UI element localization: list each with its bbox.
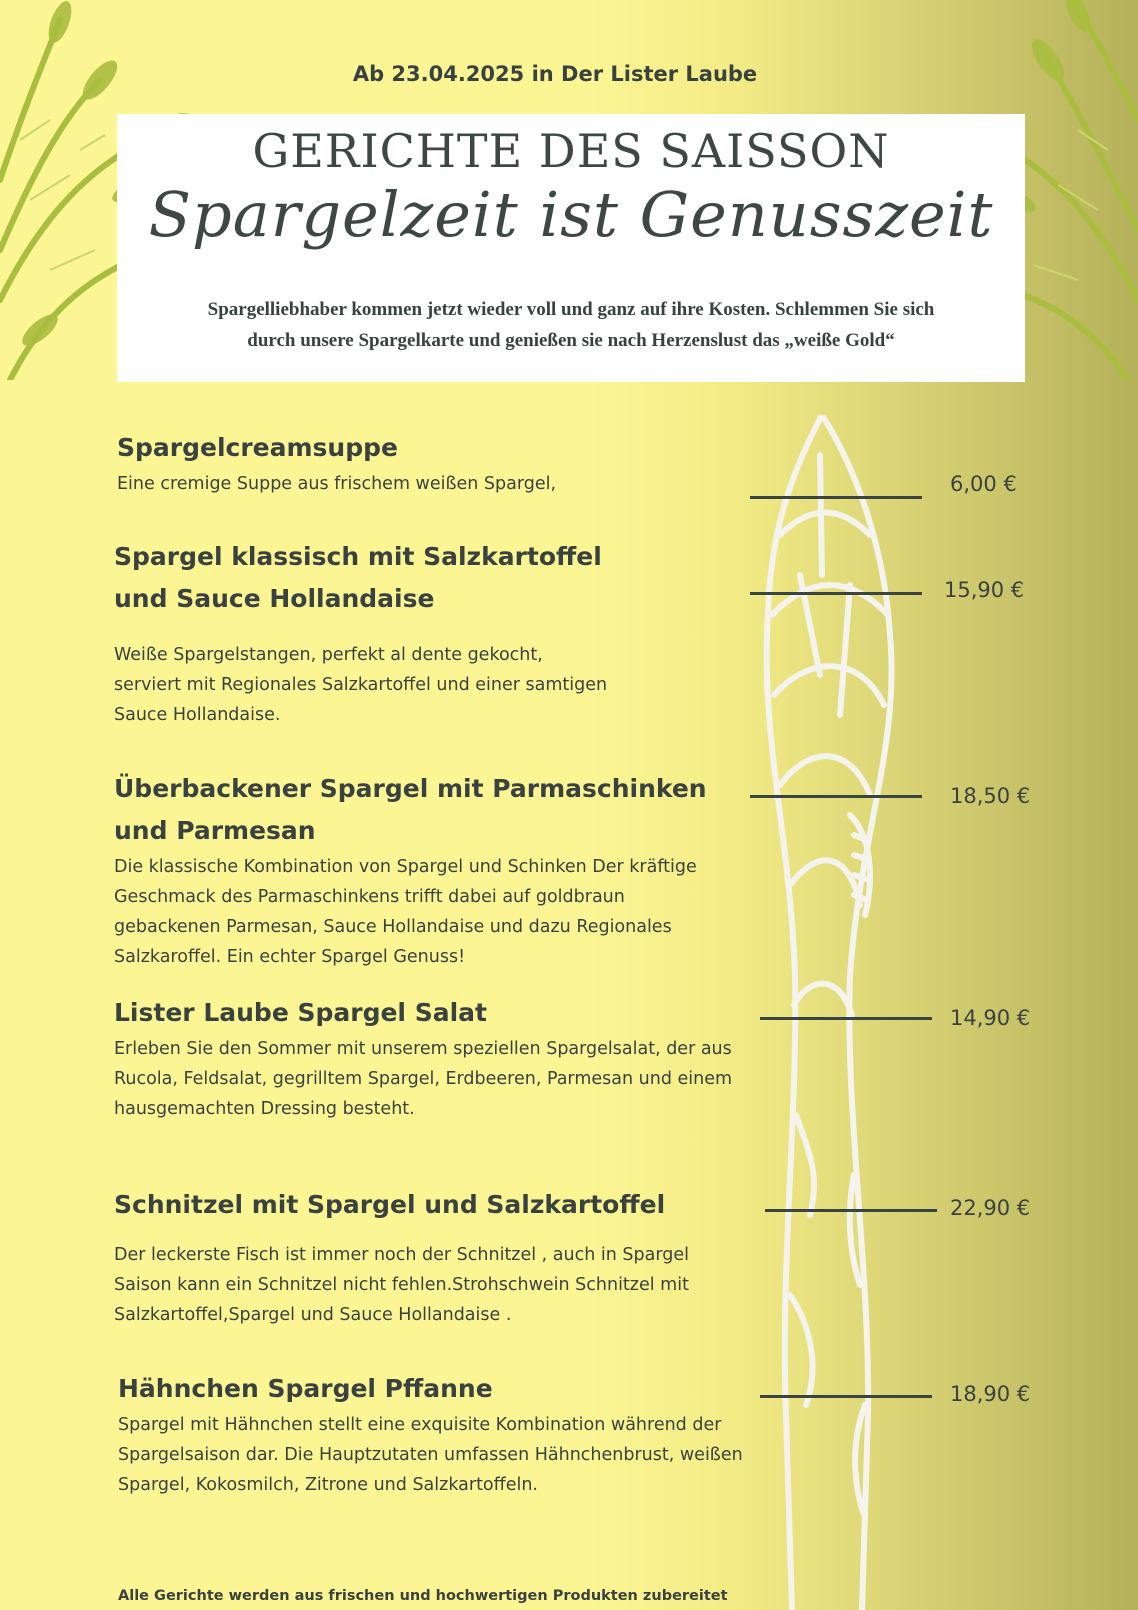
dish-price: 18,90 € xyxy=(950,1382,1031,1406)
page-title: GERICHTE DES SAISSON xyxy=(252,124,890,178)
dish-description: Spargel mit Hähnchen stellt eine exquisite Kombination während der xyxy=(118,1415,722,1435)
intro-line: durch unsere Spargelkarte und genießen sie nach Herzenslust das „weiße Gold“ xyxy=(247,330,895,351)
dish-name: Spargel klassisch mit Salzkartoffel xyxy=(114,542,602,571)
dish-name: und Parmesan xyxy=(114,816,316,845)
dish-price: 22,90 € xyxy=(950,1196,1031,1220)
dish-name: Hähnchen Spargel Pffanne xyxy=(118,1374,493,1403)
dish-price: 6,00 € xyxy=(950,472,1017,496)
dish-description: Erleben Sie den Sommer mit unserem speziellen Spargelsalat, der aus xyxy=(114,1039,732,1059)
dish-price: 14,90 € xyxy=(950,1006,1031,1030)
dish-description: Eine cremige Suppe aus frischem weißen Spargel, xyxy=(117,474,557,494)
dish-item xyxy=(118,1368,743,1500)
dish-description: Sauce Hollandaise. xyxy=(114,705,281,725)
dish-description: Salzkartoffel,Spargel und Sauce Hollandaise . xyxy=(114,1305,512,1325)
dish-description: Rucola, Feldsalat, gegrilltem Spargel, Erdbeeren, Parmesan und einem xyxy=(114,1069,733,1089)
price-line xyxy=(750,592,922,595)
dish-name: Lister Laube Spargel Salat xyxy=(114,998,487,1027)
dish-name: Überbackener Spargel mit Parmaschinken xyxy=(114,774,707,803)
price-line xyxy=(750,496,922,499)
dish-description: Salzkaroffel. Ein echter Spargel Genuss! xyxy=(114,947,466,967)
dish-item xyxy=(117,427,556,499)
dish-description: Spargelsaison dar. Die Hauptzutaten umfassen Hähnchenbrust, weißen xyxy=(118,1445,743,1465)
dish-description: Weiße Spargelstangen, perfekt al dente gekocht, xyxy=(114,645,543,665)
dish-item xyxy=(114,768,707,972)
price-line xyxy=(765,1209,937,1212)
price-line xyxy=(750,795,922,798)
dish-description: Geschmack des Parmaschinkens trifft dabei auf goldbraun xyxy=(114,887,625,907)
dish-description: gebackenen Parmesan, Sauce Hollandaise und dazu Regionales xyxy=(114,917,672,937)
dish-item xyxy=(114,1184,689,1330)
dish-item xyxy=(114,536,607,730)
intro-line: Spargelliebhaber kommen jetzt wieder voll und ganz auf ihre Kosten. Schlemmen Sie sich xyxy=(207,299,935,320)
dish-description: Die klassische Kombination von Spargel und Schinken Der kräftige xyxy=(114,857,697,877)
intro-text xyxy=(137,294,1005,356)
script-title: Spargelzeit ist Genusszeit xyxy=(148,178,994,251)
dish-description: Spargel, Kokosmilch, Zitrone und Salzkartoffeln. xyxy=(118,1475,538,1495)
dish-description: serviert mit Regionales Salzkartoffel und einer samtigen xyxy=(114,675,608,695)
dish-price: 18,50 € xyxy=(950,784,1031,808)
footer-note: Alle Gerichte werden aus frischen und hochwertigen Produkten zubereitet xyxy=(118,1588,728,1604)
dish-description: hausgemachten Dressing besteht. xyxy=(114,1099,415,1119)
date-line: Ab 23.04.2025 in Der Lister Laube xyxy=(352,62,758,86)
dish-description: Saison kann ein Schnitzel nicht fehlen.Strohschwein Schnitzel mit xyxy=(114,1275,689,1295)
price-line xyxy=(760,1395,932,1398)
dish-description: Der leckerste Fisch ist immer noch der Schnitzel , auch in Spargel xyxy=(114,1245,689,1265)
dish-name: und Sauce Hollandaise xyxy=(114,584,435,613)
dish-name: Schnitzel mit Spargel und Salzkartoffel xyxy=(114,1190,666,1219)
price-line xyxy=(760,1017,932,1020)
title-box xyxy=(117,114,1025,382)
dish-price: 15,90 € xyxy=(944,578,1025,602)
dish-item xyxy=(114,992,732,1124)
dish-name: Spargelcreamsuppe xyxy=(117,433,398,462)
